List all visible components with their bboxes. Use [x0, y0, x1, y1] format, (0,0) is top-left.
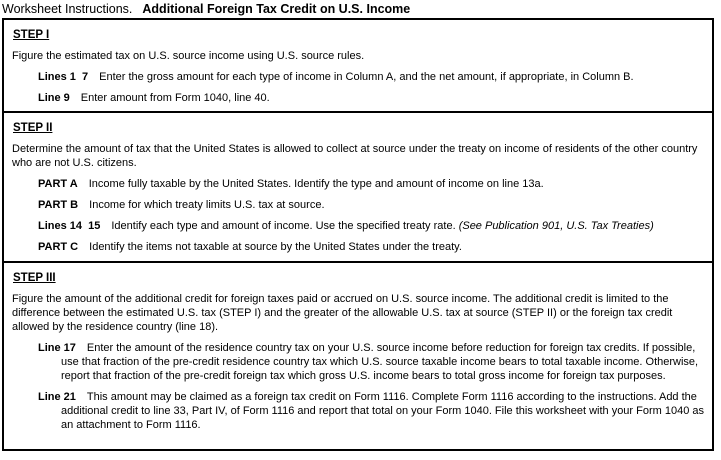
step-section: [4, 113, 712, 263]
entry-text: Enter amount from Form 1040, line 40.: [80, 92, 270, 104]
entry-label: PART A: [38, 178, 78, 190]
entry-label: Line 21: [38, 391, 76, 403]
title-main: Additional Foreign Tax Credit on U.S. Income: [142, 2, 411, 16]
instruction-entry: [4, 198, 704, 212]
entry-text: Identify each type and amount of income. Use the specified treaty rate.: [111, 220, 459, 232]
step-section: [4, 263, 712, 449]
page-title: [0, 0, 721, 17]
step-heading: STEP I: [13, 29, 50, 41]
entry-label: Lines 14 15: [38, 220, 101, 232]
entry-text: This amount may be claimed as a foreign tax credit on Form 1116. Complete Form 1116 according to the instructions. Add the additional credit to line 33, Part IV, of Form 1116 and report that total on your Form 1040. File this worksheet with your Form 1040 as an attachment to Form 1116.: [61, 391, 705, 431]
entry-text: Income fully taxable by the United States. Identify the type and amount of income on line 13a.: [88, 178, 544, 190]
entry-text: Enter the amount of the residence country tax on your U.S. source income before reduction for foreign tax credits. If possible, use that fraction of the pre-credit residence country tax which U.S. source taxable income bears to total taxable income. Otherwise, report that fraction of the pre-credit foreign tax which gross U.S. income bears to total gross income for foreign tax purposes.: [61, 342, 699, 382]
entry-label: PART B: [38, 199, 79, 211]
step-heading: STEP II: [13, 122, 53, 134]
entry-label: Lines 1 7: [38, 71, 89, 83]
step-intro: Figure the estimated tax on U.S. source income using U.S. source rules.: [12, 50, 365, 62]
entry-text: Income for which treaty limits U.S. tax at source.: [89, 199, 325, 211]
step-heading: STEP III: [13, 272, 56, 284]
step-section: [4, 20, 712, 113]
step-intro: Figure the amount of the additional credit for foreign taxes paid or accrued on U.S. source income. The additional credit is limited to the difference between the estimated U.S. tax (STEP I) and the greater of the allowable U.S. tax at source (STEP II) or the foreign tax credit allowed by the residence country (line 18).: [12, 293, 673, 333]
title-prefix: Worksheet Instructions.: [2, 2, 133, 16]
instruction-entry: [4, 240, 704, 254]
instruction-entry: [4, 390, 704, 432]
instructions-box: [2, 18, 714, 451]
entry-text: Identify the items not taxable at source by the United States under the treaty.: [89, 241, 462, 253]
entry-note-italic: (See Publication 901, U.S. Tax Treaties): [458, 220, 654, 232]
entry-label: Line 9: [38, 92, 70, 104]
step-intro: Determine the amount of tax that the United States is allowed to collect at source under the treaty on income of residents of the other country who are not U.S. citizens.: [12, 143, 698, 169]
entry-label: Line 17: [38, 342, 76, 354]
instruction-entry: [4, 341, 704, 383]
entry-text: Enter the gross amount for each type of income in Column A, and the net amount, if appropriate, in Column B.: [99, 71, 634, 83]
instruction-entry: [4, 177, 704, 191]
instruction-entry: [4, 91, 704, 105]
instruction-entry: [4, 70, 704, 84]
instruction-entry: [4, 219, 704, 233]
entry-label: PART C: [38, 241, 79, 253]
